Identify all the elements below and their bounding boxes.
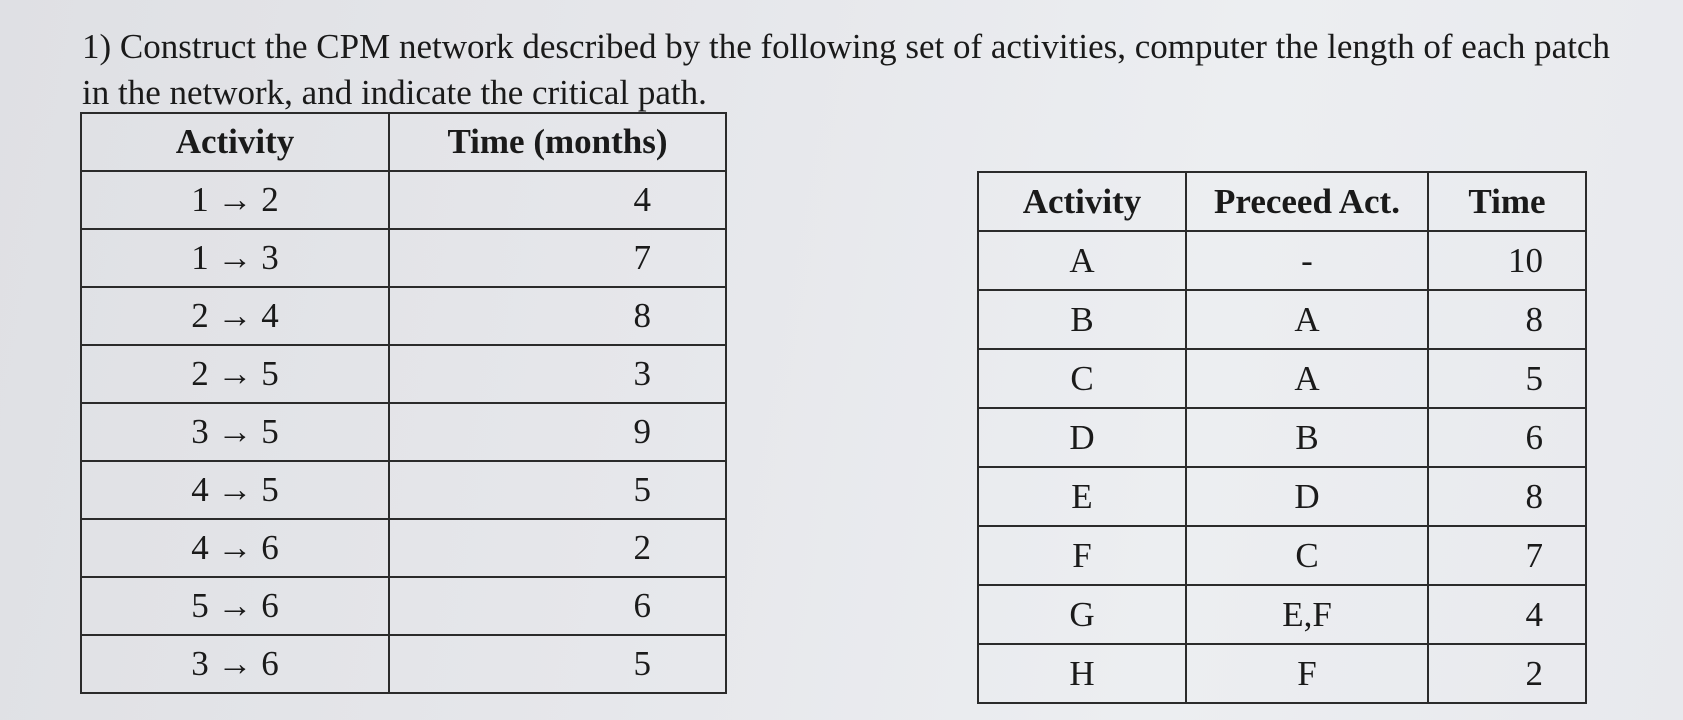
preceed-cell: A — [1186, 349, 1428, 408]
table-row — [81, 287, 726, 345]
time-cell: 2 — [389, 519, 726, 577]
table-header-row — [978, 172, 1586, 231]
activity-cell: 2 → 4 — [81, 287, 389, 345]
table-row — [81, 345, 726, 403]
activity-cell: E — [978, 467, 1186, 526]
activity-cell: 1 → 3 — [81, 229, 389, 287]
preceed-cell: A — [1186, 290, 1428, 349]
header-time: Time — [1428, 172, 1586, 231]
activity-cell: 4 → 5 — [81, 461, 389, 519]
table-row — [81, 519, 726, 577]
preceed-cell: F — [1186, 644, 1428, 703]
table-row — [978, 290, 1586, 349]
table-row — [81, 635, 726, 693]
activity-cell: C — [978, 349, 1186, 408]
header-preceed-act: Preceed Act. — [1186, 172, 1428, 231]
time-cell: 3 — [389, 345, 726, 403]
header-activity: Activity — [81, 113, 389, 171]
time-cell: 6 — [1428, 408, 1586, 467]
table-row — [978, 644, 1586, 703]
activity-cell: D — [978, 408, 1186, 467]
preceed-cell: - — [1186, 231, 1428, 290]
time-cell: 5 — [389, 461, 726, 519]
time-cell: 8 — [1428, 290, 1586, 349]
preceed-cell: D — [1186, 467, 1428, 526]
table-row — [978, 408, 1586, 467]
activity-cell: H — [978, 644, 1186, 703]
table-row — [81, 229, 726, 287]
activity-cell: B — [978, 290, 1186, 349]
table-row — [81, 577, 726, 635]
time-cell: 8 — [389, 287, 726, 345]
time-cell: 7 — [389, 229, 726, 287]
table-row — [81, 171, 726, 229]
question-text: 1) Construct the CPM network described by the following set of activities, computer the length of each patch in the network, and indicate the critical path. — [82, 27, 1610, 112]
time-cell: 7 — [1428, 526, 1586, 585]
activity-cell: A — [978, 231, 1186, 290]
time-cell: 6 — [389, 577, 726, 635]
activity-cell: 3 → 5 — [81, 403, 389, 461]
preceed-cell: B — [1186, 408, 1428, 467]
activity-cell: 2 → 5 — [81, 345, 389, 403]
table-row — [978, 526, 1586, 585]
header-activity: Activity — [978, 172, 1186, 231]
activity-cell: F — [978, 526, 1186, 585]
table-row — [81, 403, 726, 461]
time-cell: 9 — [389, 403, 726, 461]
table-row — [978, 467, 1586, 526]
activity-cell: 1 → 2 — [81, 171, 389, 229]
activity-cell: 5 → 6 — [81, 577, 389, 635]
time-cell: 8 — [1428, 467, 1586, 526]
time-cell: 4 — [389, 171, 726, 229]
activity-cell: 4 → 6 — [81, 519, 389, 577]
header-time-months: Time (months) — [389, 113, 726, 171]
time-cell: 5 — [389, 635, 726, 693]
preceed-cell: E,F — [1186, 585, 1428, 644]
preceed-cell: C — [1186, 526, 1428, 585]
activity-cell: 3 → 6 — [81, 635, 389, 693]
activity-cell: G — [978, 585, 1186, 644]
time-cell: 2 — [1428, 644, 1586, 703]
table-row — [978, 349, 1586, 408]
activity-time-table — [80, 112, 727, 694]
table-header-row — [81, 113, 726, 171]
time-cell: 5 — [1428, 349, 1586, 408]
table-row — [978, 585, 1586, 644]
time-cell: 10 — [1428, 231, 1586, 290]
time-cell: 4 — [1428, 585, 1586, 644]
table-row — [81, 461, 726, 519]
activity-precedence-table — [977, 171, 1587, 704]
table-row — [978, 231, 1586, 290]
